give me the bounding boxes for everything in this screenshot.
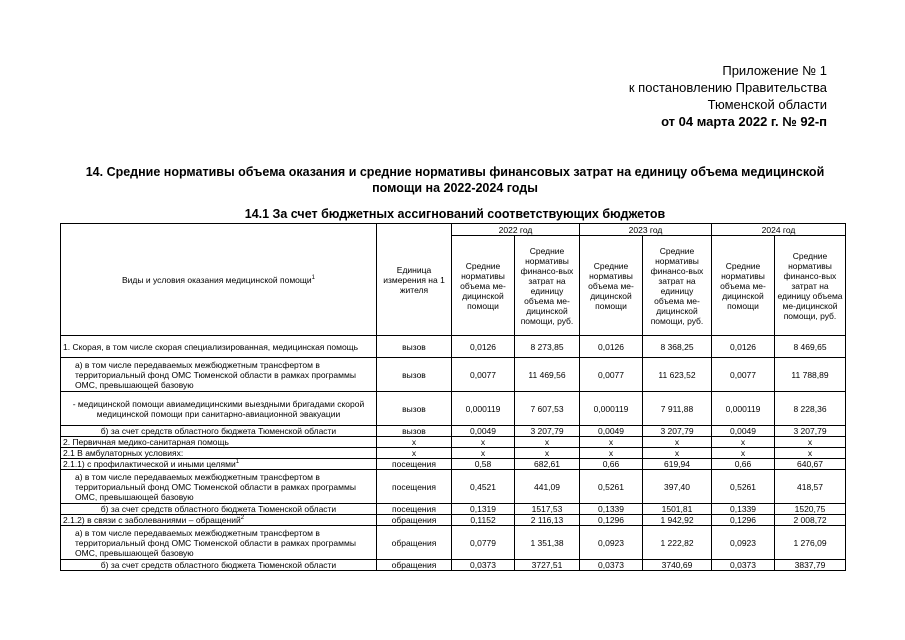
row-unit: посещения: [377, 459, 452, 470]
row-value: х: [580, 437, 643, 448]
row-value: 0,0049: [580, 426, 643, 437]
table-row: [61, 437, 846, 448]
region-label: Тюменской области: [707, 97, 827, 112]
row-unit: вызов: [377, 358, 452, 392]
header-kind-footnote: 1: [311, 274, 315, 281]
row-value: 0,0373: [452, 560, 515, 571]
row-value: 0,1296: [580, 515, 643, 526]
row-value: 11 469,56: [515, 358, 580, 392]
row-label: а) в том числе передаваемых межбюджетным трансфертом в территориальный фонд ОМС Тюменской области в рамках программы ОМС, превышающей базовую: [61, 470, 377, 504]
table-row: [61, 526, 846, 560]
row-value: 0,0373: [712, 560, 775, 571]
appendix-label: Приложение № 1: [722, 63, 827, 78]
header-cost-2023: Средние нормативы финансо-вых затрат на единицу объема ме-дицинской помощи, руб.: [643, 236, 712, 336]
row-value: 3 207,79: [643, 426, 712, 437]
row-value: 619,94: [643, 459, 712, 470]
table-row: [61, 426, 846, 437]
row-value: 11 623,52: [643, 358, 712, 392]
header-volume-2022: Средние нормативы объема ме-дицинской помощи: [452, 236, 515, 336]
row-value: х: [775, 448, 846, 459]
row-value: 8 228,36: [775, 392, 846, 426]
row-label: 2.1 В амбулаторных условиях:: [61, 448, 377, 459]
row-value: 3740,69: [643, 560, 712, 571]
table-row: [61, 336, 846, 358]
header-year-2023: 2023 год: [580, 224, 712, 236]
row-value: х: [643, 448, 712, 459]
row-value: 0,0077: [452, 358, 515, 392]
row-value: 3727,51: [515, 560, 580, 571]
row-value: 0,1152: [452, 515, 515, 526]
row-label: а) в том числе передаваемых межбюджетным трансфертом в территориальный фонд ОМС Тюменской области в рамках программы ОМС, превышающей базовую: [61, 358, 377, 392]
row-footnote: 2: [240, 515, 245, 522]
row-value: 0,0077: [580, 358, 643, 392]
row-unit: посещения: [377, 470, 452, 504]
row-value: 0,0077: [712, 358, 775, 392]
row-value: 0,0373: [580, 560, 643, 571]
row-unit: обращения: [377, 560, 452, 571]
row-value: 8 273,85: [515, 336, 580, 358]
row-unit: посещения: [377, 504, 452, 515]
row-value: 397,40: [643, 470, 712, 504]
row-value: 1501,81: [643, 504, 712, 515]
row-label: - медицинской помощи авиамедицинскими выездными бригадами скорой медицинской помощи при санитарно-авиационной эвакуации: [61, 392, 377, 426]
header-cost-2024: Средние нормативы финансо-вых затрат на единицу объема ме-дицинской помощи, руб.: [775, 236, 846, 336]
row-value: х: [643, 437, 712, 448]
row-value: х: [452, 448, 515, 459]
row-label: б) за счет средств областного бюджета Тюменской области: [61, 426, 377, 437]
row-unit: вызов: [377, 392, 452, 426]
row-label: а) в том числе передаваемых межбюджетным трансфертом в территориальный фонд ОМС Тюменской области в рамках программы ОМС, превышающей базовую: [61, 526, 377, 560]
row-value: 3 207,79: [515, 426, 580, 437]
header-volume-2023: Средние нормативы объема ме-дицинской помощи: [580, 236, 643, 336]
section-subtitle: 14.1 За счет бюджетных ассигнований соответствующих бюджетов: [244, 207, 666, 221]
row-value: 0,0923: [580, 526, 643, 560]
document-title: [60, 164, 850, 196]
row-value: 0,1339: [580, 504, 643, 515]
row-label: б) за счет средств областного бюджета Тюменской области: [61, 560, 377, 571]
row-value: х: [515, 448, 580, 459]
row-value: 0,5261: [580, 470, 643, 504]
table-row: [61, 470, 846, 504]
row-value: 0,66: [580, 459, 643, 470]
row-value: 0,58: [452, 459, 515, 470]
row-value: 7 607,53: [515, 392, 580, 426]
row-value: 640,67: [775, 459, 846, 470]
row-unit: вызов: [377, 336, 452, 358]
approval-header: [629, 62, 827, 130]
header-unit: Единица измерения на 1 жителя: [377, 224, 452, 336]
resolution-date: от 04 марта 2022 г. № 92-п: [661, 114, 827, 129]
row-value: х: [712, 437, 775, 448]
row-value: 1517,53: [515, 504, 580, 515]
row-label: 1. Скорая, в том числе скорая специализированная, медицинская помощь: [61, 336, 377, 358]
row-value: 1520,75: [775, 504, 846, 515]
table-row: [61, 560, 846, 571]
row-value: 2 008,72: [775, 515, 846, 526]
row-unit: обращения: [377, 515, 452, 526]
row-value: 2 116,13: [515, 515, 580, 526]
row-value: 11 788,89: [775, 358, 846, 392]
header-kind-cell: [61, 224, 377, 336]
table-row: [61, 459, 846, 470]
row-value: 0,000119: [452, 392, 515, 426]
row-value: 1 222,82: [643, 526, 712, 560]
row-value: 0,0049: [452, 426, 515, 437]
row-value: 418,57: [775, 470, 846, 504]
resolution-label: к постановлению Правительства: [628, 80, 827, 95]
row-unit: вызов: [377, 426, 452, 437]
row-value: 0,0126: [712, 336, 775, 358]
row-value: х: [580, 448, 643, 459]
table-row: [61, 392, 846, 426]
row-value: 0,1296: [712, 515, 775, 526]
row-unit: обращения: [377, 526, 452, 560]
row-value: 0,0923: [712, 526, 775, 560]
row-label: 2.1.1) с профилактической и иными целями: [63, 459, 236, 469]
header-kind: Виды и условия оказания медицинской помощи: [122, 274, 312, 285]
row-value: 0,4521: [452, 470, 515, 504]
row-value: х: [775, 437, 846, 448]
row-label-cell: [61, 515, 377, 526]
row-value: х: [712, 448, 775, 459]
row-label: 2.1.2) в связи с заболеваниями – обращений: [63, 515, 241, 525]
row-value: 0,000119: [712, 392, 775, 426]
row-value: 0,0049: [712, 426, 775, 437]
row-value: 1 942,92: [643, 515, 712, 526]
row-unit: х: [377, 437, 452, 448]
table-row: [61, 515, 846, 526]
row-value: 3837,79: [775, 560, 846, 571]
row-label: 2. Первичная медико-санитарная помощь: [61, 437, 377, 448]
row-value: 1 351,38: [515, 526, 580, 560]
row-value: 0,66: [712, 459, 775, 470]
row-value: 7 911,88: [643, 392, 712, 426]
row-value: 8 469,65: [775, 336, 846, 358]
row-value: 3 207,79: [775, 426, 846, 437]
row-value: 0,0126: [452, 336, 515, 358]
document-title-line2: помощи на 2022-2024 годы: [372, 181, 538, 195]
document-title-line1: 14. Средние нормативы объема оказания и средние нормативы финансовых затрат на единицу объема медицинской: [85, 165, 825, 179]
header-volume-2024: Средние нормативы объема ме-дицинской помощи: [712, 236, 775, 336]
row-value: 0,000119: [580, 392, 643, 426]
table-row: [61, 448, 846, 459]
row-footnote: 1: [235, 459, 240, 466]
row-value: 0,0126: [580, 336, 643, 358]
row-value: х: [515, 437, 580, 448]
row-value: 0,1319: [452, 504, 515, 515]
row-value: 682,61: [515, 459, 580, 470]
row-value: 1 276,09: [775, 526, 846, 560]
row-value: 0,1339: [712, 504, 775, 515]
row-value: 8 368,25: [643, 336, 712, 358]
header-year-2022: 2022 год: [452, 224, 580, 236]
header-cost-2022: Средние нормативы финансо-вых затрат на единицу объема ме-дицинской помощи, руб.: [515, 236, 580, 336]
row-value: 0,5261: [712, 470, 775, 504]
row-unit: х: [377, 448, 452, 459]
row-value: х: [452, 437, 515, 448]
row-value: 441,09: [515, 470, 580, 504]
table-row: [61, 504, 846, 515]
table-row: [61, 358, 846, 392]
header-year-2024: 2024 год: [712, 224, 846, 236]
row-label-cell: [61, 459, 377, 470]
row-label: б) за счет средств областного бюджета Тюменской области: [61, 504, 377, 515]
normatives-table: [60, 223, 846, 571]
row-value: 0,0779: [452, 526, 515, 560]
